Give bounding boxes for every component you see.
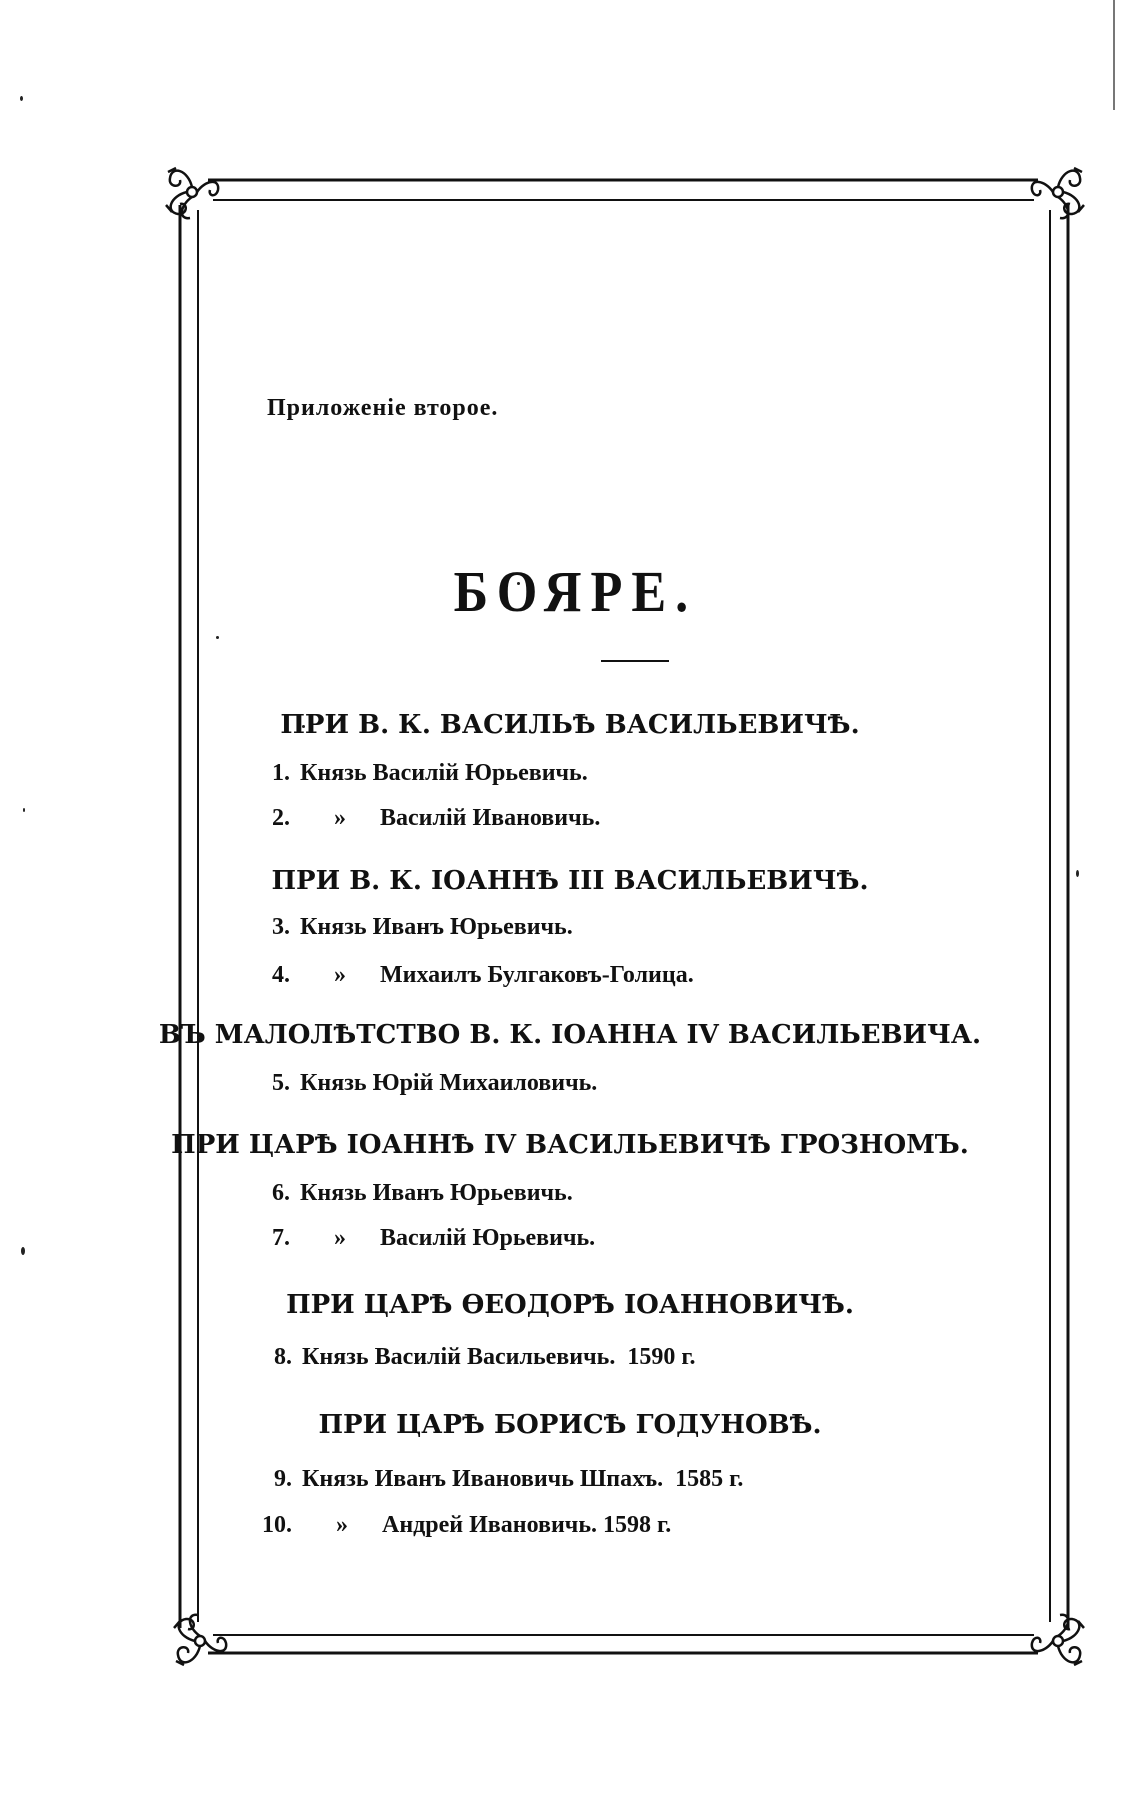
entry-number: 4. <box>272 962 290 988</box>
entry-name: Михаилъ Булгаковъ-Голица. <box>380 962 694 988</box>
list-item <box>250 1225 595 1252</box>
entry-number: 9. <box>274 1466 292 1492</box>
entry-number: 10. <box>262 1512 292 1538</box>
ditto-mark: » <box>334 1225 346 1251</box>
ditto-mark: » <box>336 1512 348 1538</box>
section-heading: ПРИ ЦАРѢ БОРИСѢ ГОДУНОВѢ. <box>318 1410 822 1440</box>
section-heading: ПРИ В. К. ВАСИЛЬѢ ВАСИЛЬЕВИЧѢ. <box>280 710 860 740</box>
entry-prefix: Князь <box>300 1070 367 1096</box>
entry-number: 8. <box>274 1344 292 1370</box>
list-item <box>250 914 573 941</box>
main-title: БОЯРЕ. <box>453 559 698 624</box>
list-item <box>252 1344 696 1371</box>
entry-number: 5. <box>272 1070 290 1096</box>
entry-number: 2. <box>272 805 290 831</box>
list-item <box>252 1512 671 1539</box>
entry-name: Юрій Михаиловичь. <box>372 1070 598 1096</box>
entry-name: Иванъ Юрьевичь. <box>372 914 573 940</box>
list-item <box>250 1180 573 1207</box>
entry-prefix: Князь <box>300 1180 367 1206</box>
entry-name: Василій Ивановичь. <box>380 805 601 831</box>
entry-name: Василій Юрьевичь. <box>380 1225 596 1251</box>
entry-number: 7. <box>272 1225 290 1251</box>
entry-name: Василій Васильевичь. 1590 г. <box>374 1344 696 1370</box>
list-item <box>252 1466 743 1493</box>
entry-name: Василій Юрьевичь. <box>372 760 588 786</box>
entry-number: 6. <box>272 1180 290 1206</box>
entry-number: 3. <box>272 914 290 940</box>
entry-prefix: Князь <box>302 1344 369 1370</box>
section-heading: ВЪ МАЛОЛѢТСТВО В. К. ІОАННА IV ВАСИЛЬЕВИЧА. <box>158 1020 982 1050</box>
list-item <box>250 760 588 787</box>
entry-prefix: Князь <box>302 1466 369 1492</box>
section-heading: ПРИ В. К. ІОАННѢ III ВАСИЛЬЕВИЧѢ. <box>271 866 869 896</box>
entry-prefix: Князь <box>300 760 367 786</box>
entry-name: Иванъ Ивановичь Шпахъ. 1585 г. <box>374 1466 744 1492</box>
entry-number: 1. <box>272 760 290 786</box>
appendix-title: Приложеніе второе. <box>267 395 499 421</box>
list-item <box>250 1070 597 1097</box>
list-item <box>250 805 600 832</box>
entry-name: Иванъ Юрьевичь. <box>372 1180 573 1206</box>
entry-name: Андрей Ивановичь. 1598 г. <box>382 1512 672 1538</box>
ditto-mark: » <box>334 962 346 988</box>
section-heading: ПРИ ЦАРѢ ѲЕОДОРѢ ІОАННОВИЧѢ. <box>286 1290 854 1320</box>
section-heading: ПРИ ЦАРѢ ІОАННѢ IV ВАСИЛЬЕВИЧѢ ГРОЗНОМЪ. <box>171 1130 969 1160</box>
entry-prefix: Князь <box>300 914 367 940</box>
title-rule <box>601 660 669 662</box>
ditto-mark: » <box>334 805 346 831</box>
list-item <box>250 962 694 989</box>
